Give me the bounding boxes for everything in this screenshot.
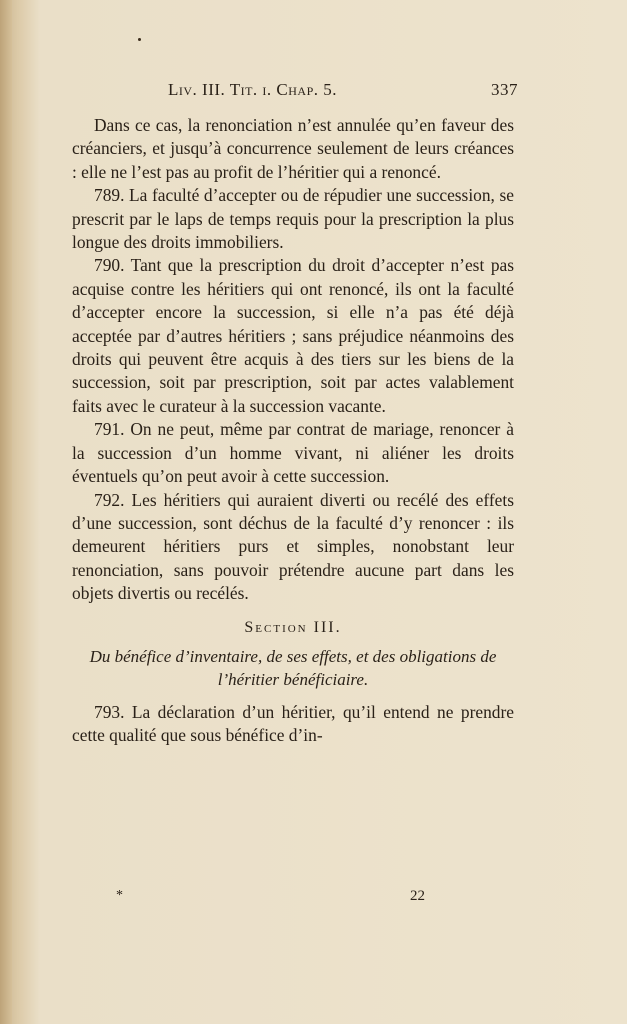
section-subtitle: Du bénéfice d’inventaire, de ses effets, et des obligations de l’héritier bénéficiaire.	[89, 646, 497, 689]
ink-speck	[138, 38, 141, 41]
page-number: 337	[491, 80, 518, 99]
article-792: 792. Les héritiers qui auraient diverti ou recélé des effets d’une succession, sont déchus de la faculté d’y renoncer : ils demeurent héritiers purs et simples, nonobstant leur renonciation, sans pouvoir prétendre aucune part dans les objets divertis ou recélés.	[72, 489, 514, 604]
page-body	[72, 114, 514, 748]
section-title: Section III.	[244, 618, 342, 636]
footer-star: *	[116, 888, 123, 903]
page-footer	[72, 888, 514, 910]
article-793: 793. La déclaration d’un héritier, qu’il entend ne prendre cette qualité que sous bénéfice d’in-	[72, 701, 514, 746]
signature-mark: 22	[410, 888, 425, 904]
running-head: Liv. III. Tit. i. Chap. 5.	[168, 80, 338, 99]
article-789: 789. La faculté d’accepter ou de répudier une succession, se prescrit par le laps de temps requis pour la prescription la plus longue des droits immobiliers.	[72, 185, 514, 253]
article-791: 791. On ne peut, même par contrat de mariage, renoncer à la succession d’un homme vivant, ni aliéner les droits éventuels qu’on peut avoir à cette succession.	[72, 419, 514, 487]
article-790: 790. Tant que la prescription du droit d’accepter n’est pas acquise contre les héritiers qui ont renoncé, ils ont la faculté d’accepter encore la succession, si elle n’a pas été déjà acceptée par d’autres héritiers ; sans préjudice néanmoins des droits qui peuvent être acquis à des tiers sur les biens de la succession, soit par prescription, soit par actes valablement faits avec le curateur à la succession vacante.	[72, 255, 514, 416]
paragraph-continuation: Dans ce cas, la renonciation n’est annulée qu’en faveur des créanciers, et jusqu’à concurrence seulement de leurs créances : elle ne l’est pas au profit de l’héritier qui a renoncé.	[72, 115, 514, 182]
page-header	[168, 80, 518, 104]
